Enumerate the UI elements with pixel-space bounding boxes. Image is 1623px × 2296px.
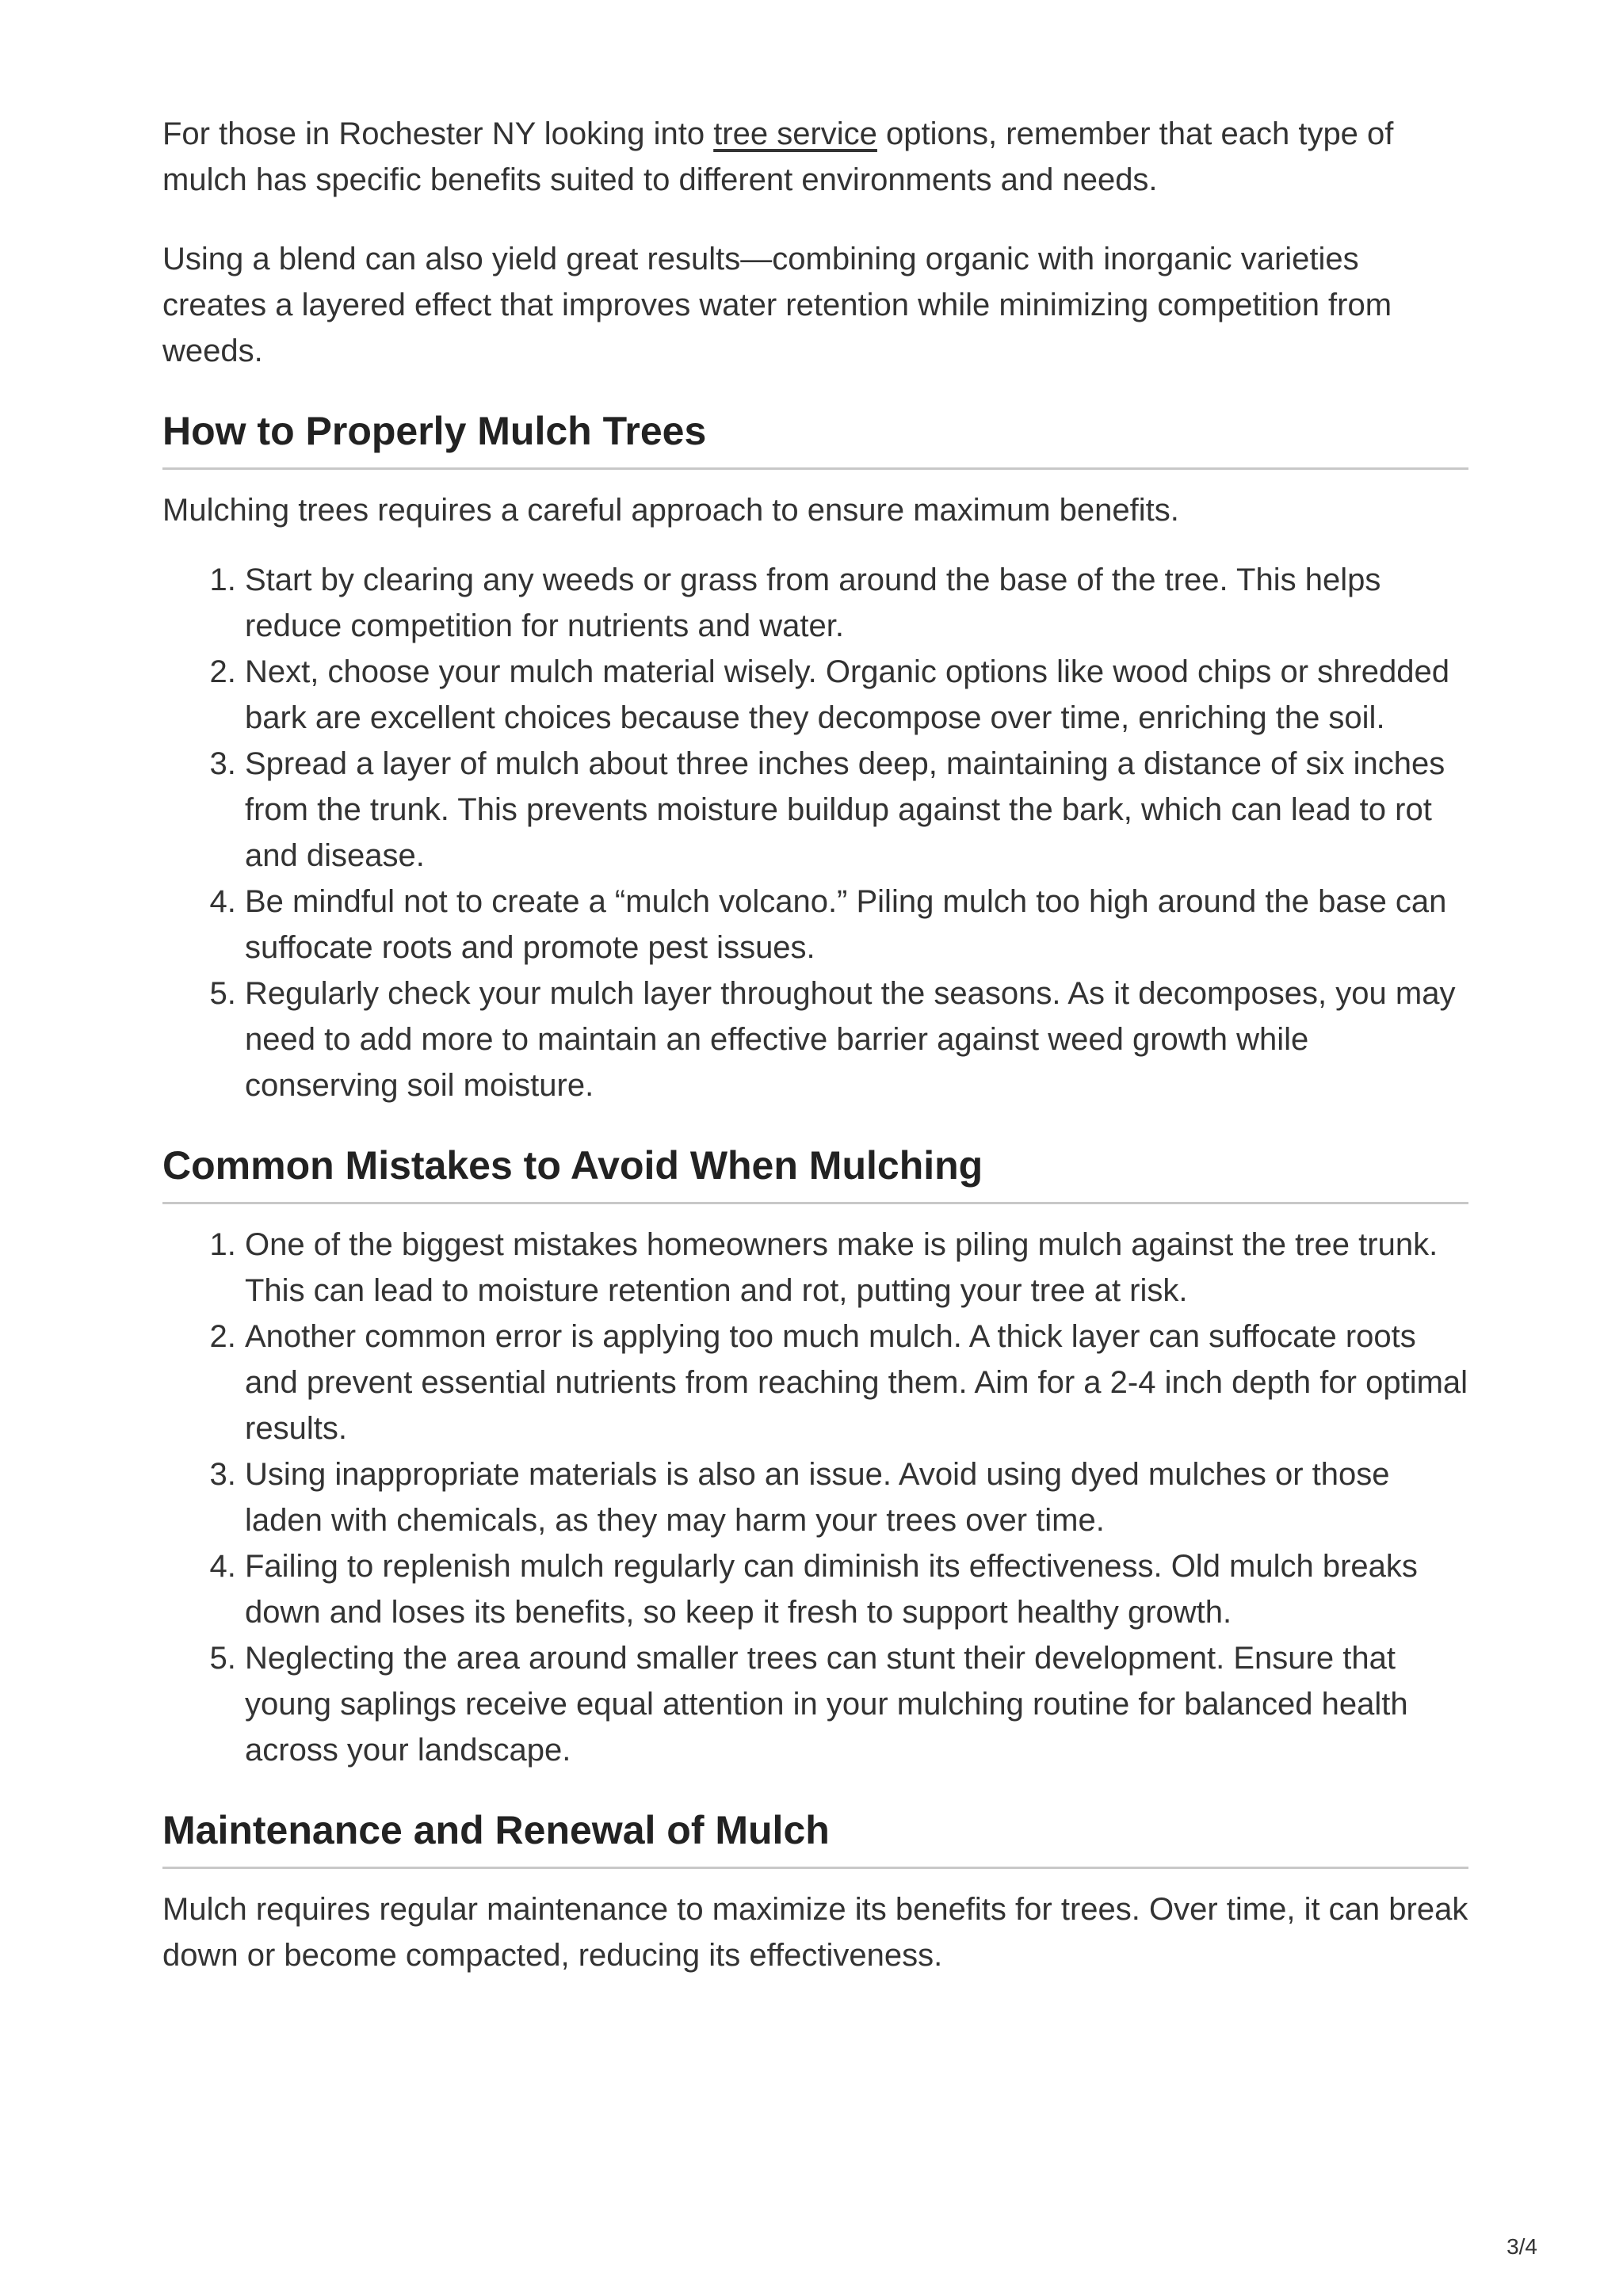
- intro-paragraph-1: [162, 111, 1468, 203]
- list-item: 3. Using inappropriate materials is also an issue. Avoid using dyed mulches or those laden with chemicals, as they may harm your trees over time.: [245, 1451, 1468, 1543]
- list-item: 5. Neglecting the area around smaller trees can stunt their development. Ensure that young saplings receive equal attention in your mulching routine for balanced health across your landscape.: [245, 1635, 1468, 1773]
- document-page: [162, 111, 1468, 2012]
- mulching-steps-list: [162, 557, 1468, 1108]
- list-item: 1. Start by clearing any weeds or grass from around the base of the tree. This helps reduce competition for nutrients and water.: [245, 557, 1468, 649]
- section-heading-how-to-mulch: How to Properly Mulch Trees: [162, 407, 1468, 470]
- list-item: 4. Failing to replenish mulch regularly can diminish its effectiveness. Old mulch breaks down and loses its benefits, so keep it fresh to support healthy growth.: [245, 1543, 1468, 1635]
- list-item: 1. One of the biggest mistakes homeowners make is piling mulch against the tree trunk. This can lead to moisture retention and rot, putting your tree at risk.: [245, 1222, 1468, 1314]
- section-heading-maintenance: Maintenance and Renewal of Mulch: [162, 1806, 1468, 1869]
- section-intro-paragraph: Mulching trees requires a careful approach to ensure maximum benefits.: [162, 493, 1179, 528]
- list-item: 3. Spread a layer of mulch about three inches deep, maintaining a distance of six inches from the trunk. This prevents moisture buildup against the bark, which can lead to rot and disease.: [245, 741, 1468, 879]
- maintenance-paragraph: Mulch requires regular maintenance to maximize its benefits for trees. Over time, it can break down or become compacted, reducing its effectiveness.: [162, 1892, 1468, 1973]
- page-number: 3/4: [1507, 2234, 1537, 2259]
- list-item: 2. Another common error is applying too much mulch. A thick layer can suffocate roots and prevent essential nutrients from reaching them. Aim for a 2-4 inch depth for optimal results.: [245, 1314, 1468, 1451]
- intro-text-after-link: options, remember that each type of mulch has specific benefits suited to different environments and needs.: [162, 116, 1394, 197]
- intro-paragraph-2: Using a blend can also yield great results—combining organic with inorganic varieties creates a layered effect that improves water retention while minimizing competition from weeds.: [162, 242, 1392, 368]
- tree-service-link[interactable]: tree service: [713, 116, 877, 151]
- mistakes-list: [162, 1222, 1468, 1773]
- list-item: 4. Be mindful not to create a “mulch volcano.” Piling mulch too high around the base can suffocate roots and promote pest issues.: [245, 879, 1468, 971]
- section-heading-common-mistakes: Common Mistakes to Avoid When Mulching: [162, 1142, 1468, 1204]
- intro-text-before-link: For those in Rochester NY looking into: [162, 116, 714, 151]
- list-item: 2. Next, choose your mulch material wisely. Organic options like wood chips or shredded bark are excellent choices because they decompose over time, enriching the soil.: [245, 649, 1468, 741]
- list-item: 5. Regularly check your mulch layer throughout the seasons. As it decomposes, you may need to add more to maintain an effective barrier against weed growth while conserving soil moisture.: [245, 971, 1468, 1108]
